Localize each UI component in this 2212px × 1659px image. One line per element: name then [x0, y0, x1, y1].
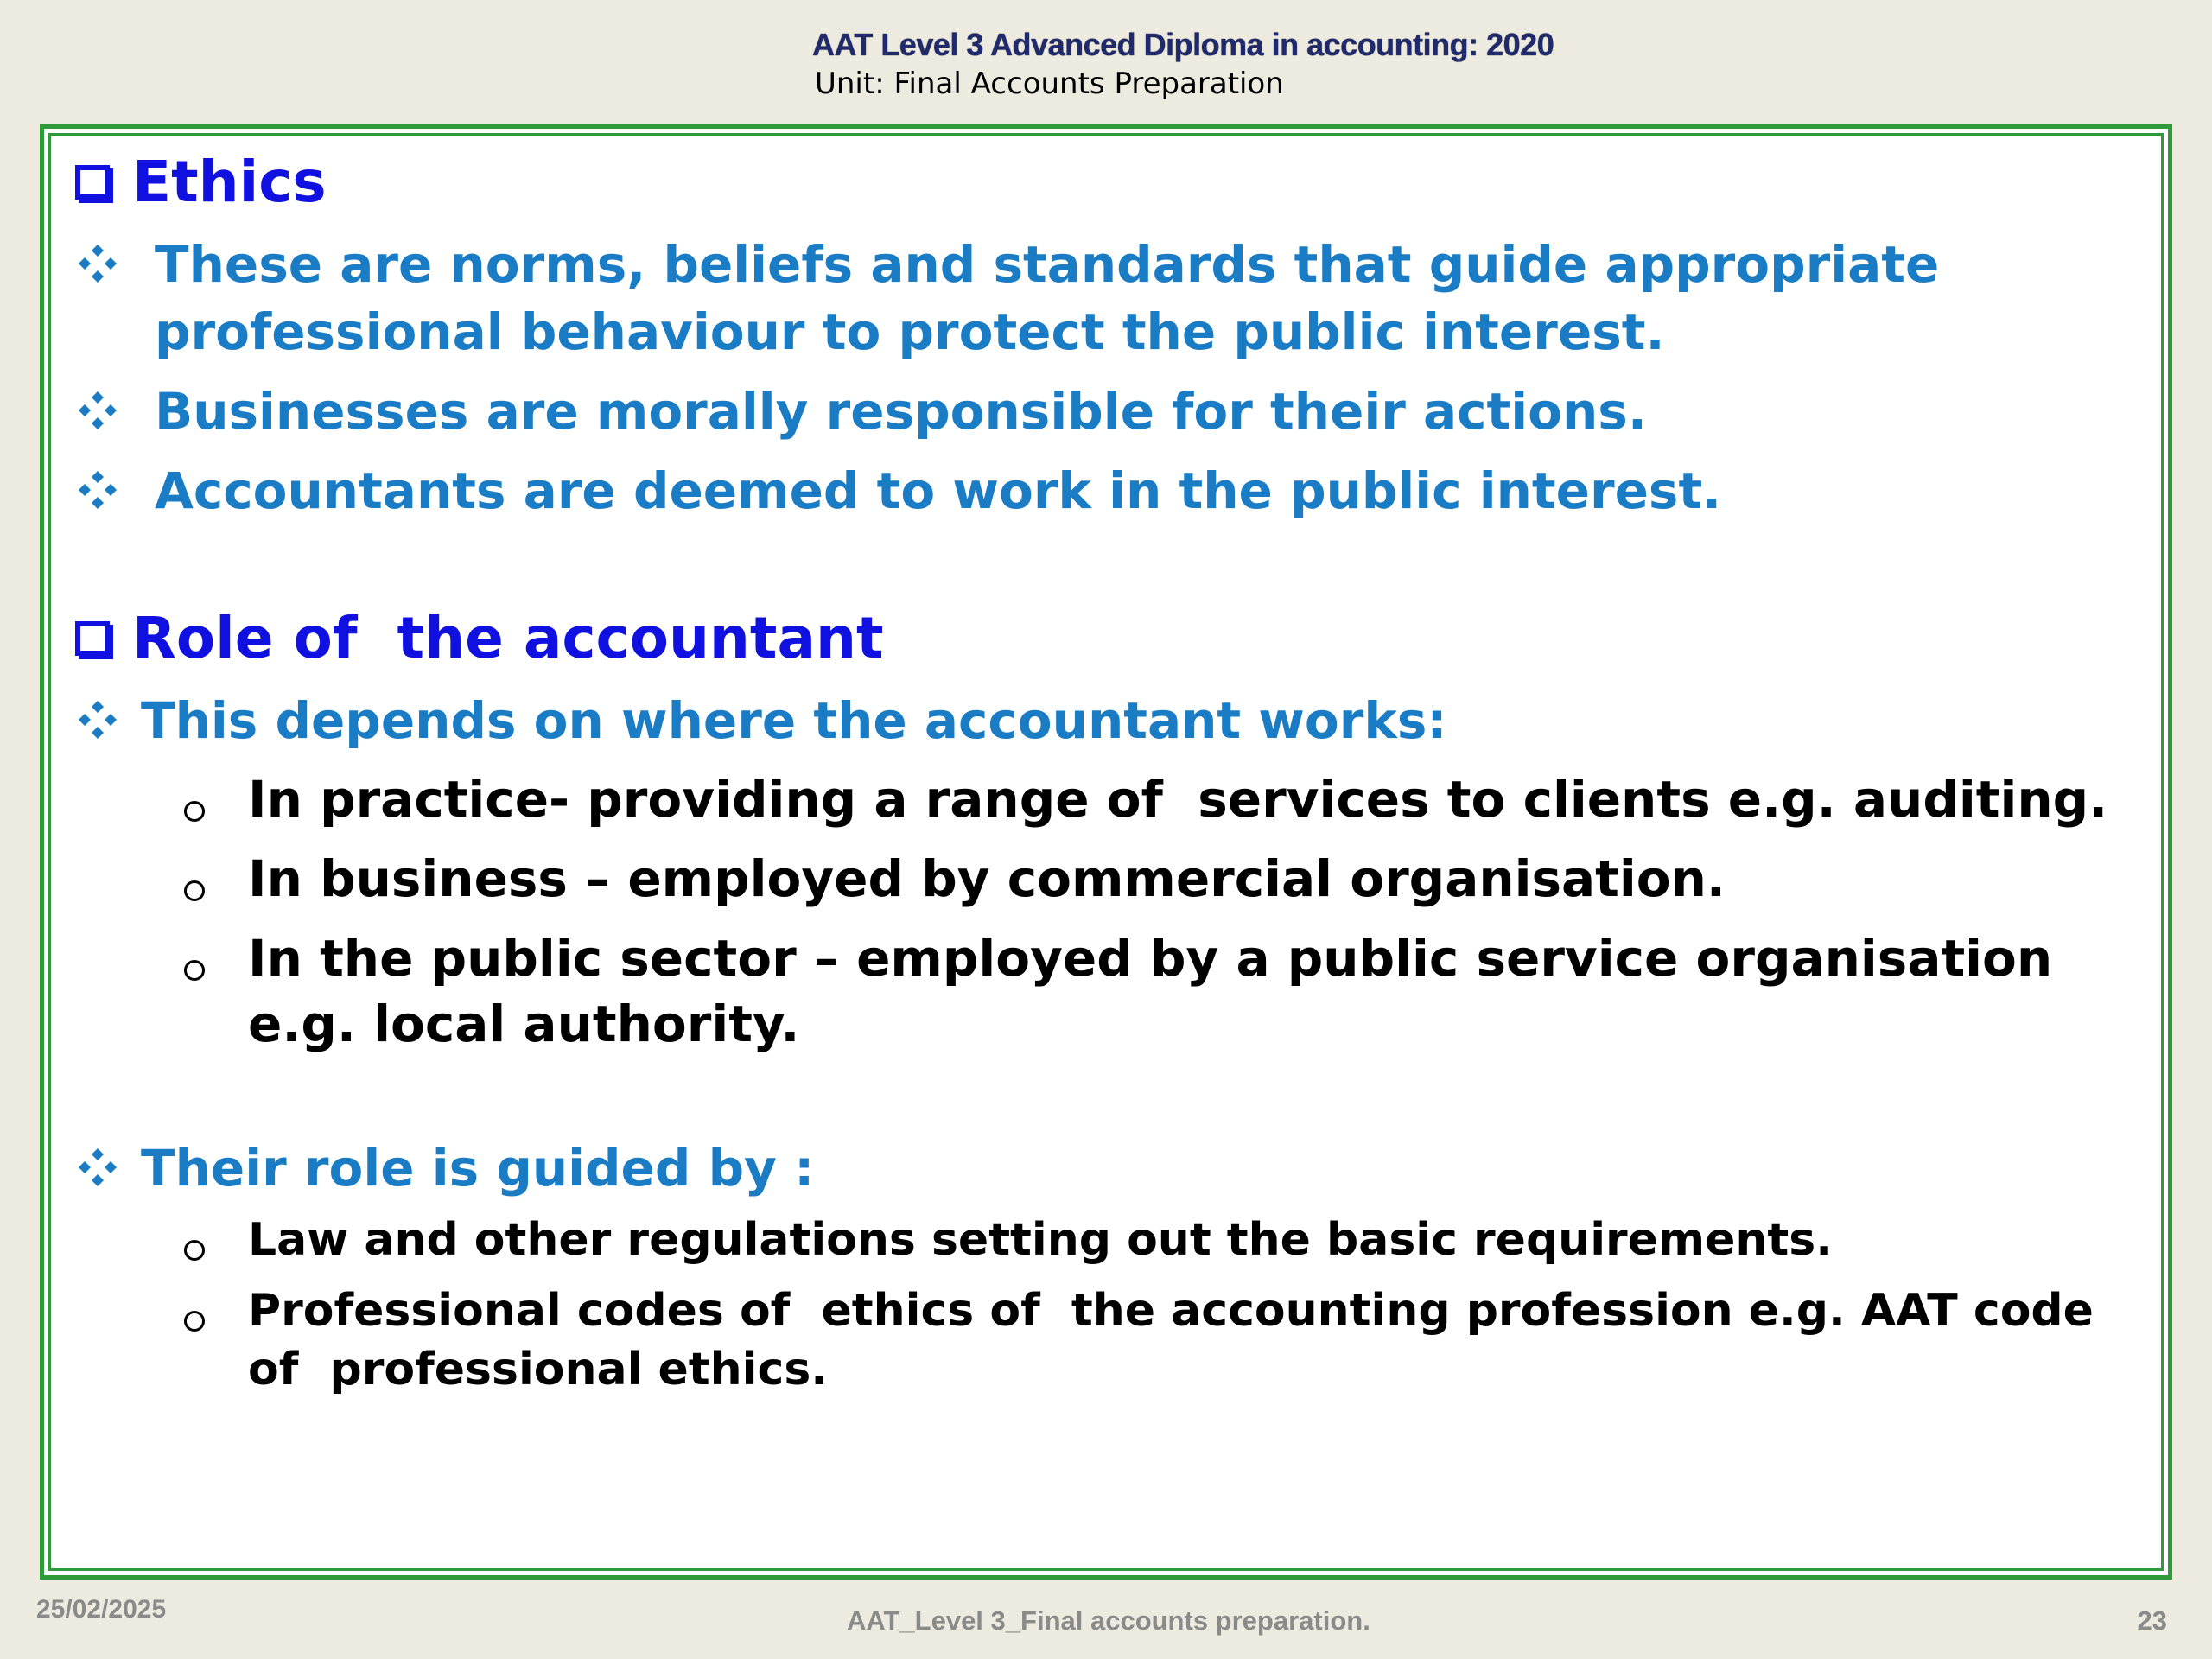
hollow-circle-icon [184, 1240, 205, 1261]
four-diamond-icon [75, 388, 120, 433]
ethics-heading: Ethics [132, 149, 327, 215]
role-depends-text: This depends on where the accountant works: [141, 691, 1447, 750]
work-place-text: In business – employed by commercial organisation. [248, 849, 1726, 908]
ethics-point-text: Businesses are morally responsible for their actions. [155, 382, 1647, 441]
hollow-circle-icon [184, 801, 205, 822]
ethics-point-1 [75, 231, 2168, 365]
footer-title: AAT_Level 3_Final accounts preparation. [847, 1605, 1370, 1636]
role-section-heading [75, 604, 2168, 673]
four-diamond-icon [75, 467, 120, 512]
ethics-point-text: These are norms, beliefs and standards that guide appropriate professional behaviour to protect the public interest. [155, 235, 1940, 361]
guide-text: Law and other regulations setting out the basic requirements. [248, 1214, 1833, 1266]
work-place-item-1 [184, 766, 2168, 832]
hollow-circle-icon [184, 960, 205, 981]
four-diamond-icon [75, 241, 120, 286]
four-diamond-icon [75, 1145, 120, 1190]
footer-date: 25/02/2025 [36, 1595, 167, 1624]
ethics-point-2 [75, 378, 2168, 445]
ethics-point-text: Accountants are deemed to work in the public interest. [155, 461, 1722, 520]
work-place-item-2 [184, 846, 2168, 912]
slide-header [812, 24, 1763, 102]
hollow-circle-icon [184, 1311, 205, 1332]
role-guided-point [75, 1135, 2168, 1202]
course-title: AAT Level 3 Advanced Diploma in accounting: 2020 [812, 27, 1554, 62]
page-number: 23 [2137, 1605, 2167, 1636]
work-place-text: In the public sector – employed by a public service organisation e.g. local authority. [248, 929, 2053, 1053]
hollow-square-icon [75, 165, 110, 200]
work-place-item-3 [184, 925, 2168, 1057]
four-diamond-icon [75, 697, 120, 742]
role-guided-text: Their role is guided by : [141, 1139, 815, 1198]
work-place-text: In practice- providing a range of services to clients e.g. auditing. [248, 770, 2108, 829]
unit-title: Unit: Final Accounts Preparation [815, 67, 1284, 101]
hollow-circle-icon [184, 880, 205, 901]
guide-text: Professional codes of ethics of the accounting profession e.g. AAT code of professional ethics. [248, 1285, 2110, 1395]
hollow-square-icon [75, 621, 110, 656]
content-frame [40, 124, 2172, 1580]
guide-item-2 [184, 1281, 2168, 1399]
ethics-section-heading [75, 148, 2168, 217]
guide-item-1 [184, 1211, 2168, 1269]
role-depends-point [75, 687, 2168, 754]
ethics-point-3 [75, 457, 2168, 524]
role-heading: Role of the accountant [132, 605, 884, 671]
